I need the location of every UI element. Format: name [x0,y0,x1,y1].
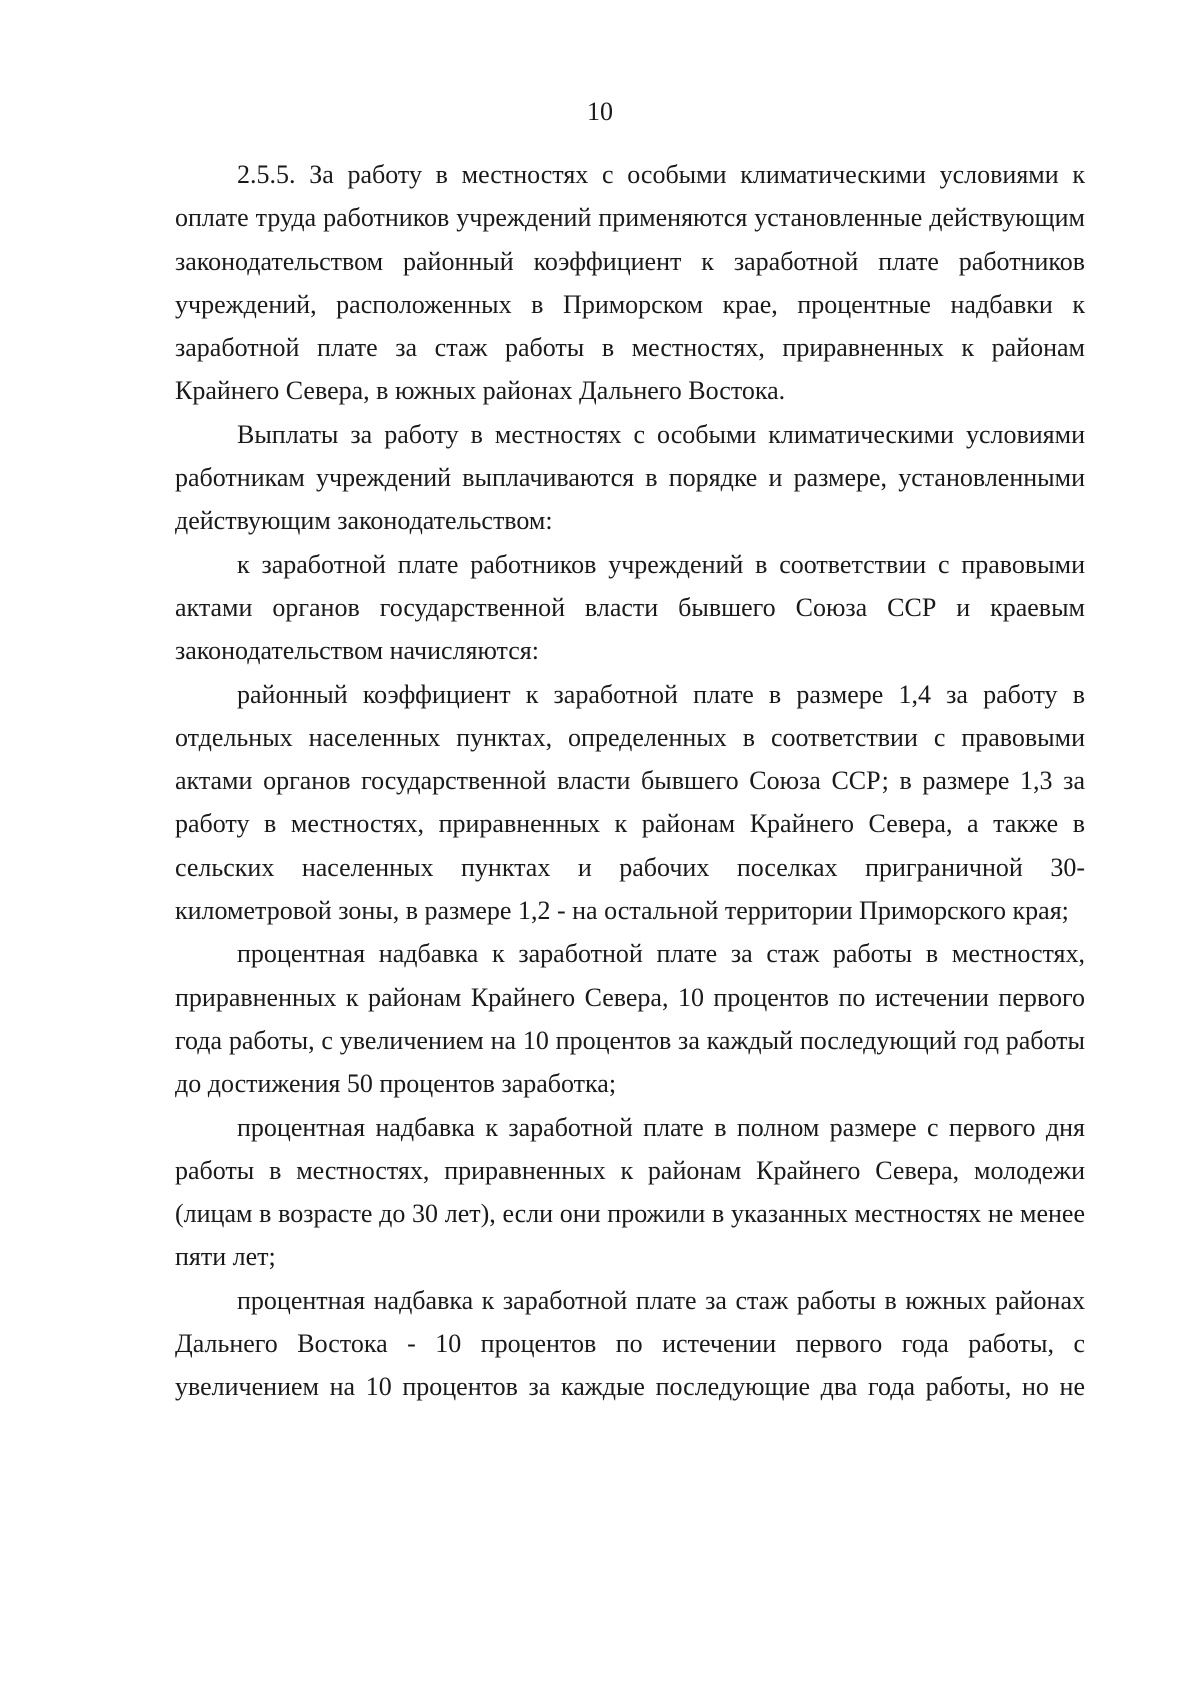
document-body [175,153,1085,1409]
paragraph-legal-acts: к заработной плате работников учреждений в соответствии с правовыми актами органов государственной власти бывшего Союза ССР и краевым законодательством начисляются: [175,549,1085,666]
page-number: 10 [587,97,613,126]
paragraph-youth-bonus: процентная надбавка к заработной плате в полном размере с первого дня работы в местностях, приравненных к районам Крайнего Севера, молодежи (лицам в возрасте до 30 лет), если они прожили в указанных местностях не менее пяти лет; [175,1112,1085,1272]
paragraph-far-north-bonus: процентная надбавка к заработной плате за стаж работы в местностях, приравненных к районам Крайнего Севера, 10 процентов по истечении первого года работы, с увеличением на 10 процентов за каждый последующий год работы до достижения 50 процентов заработка; [175,939,1085,1099]
paragraph-far-east-bonus: процентная надбавка к заработной плате за стаж работы в южных районах Дальнего Востока - 10 процентов по истечении первого года работы, с увеличением на 10 процентов за каждые последующие два года работы, но не [175,1285,1085,1402]
paragraph-climate-payments: Выплаты за работу в местностях с особыми климатическими условиями работникам учреждений выплачиваются в порядке и размере, установленными действующим законодательством: [175,419,1085,536]
paragraph-2-5-5: 2.5.5. За работу в местностях с особыми климатическими условиями к оплате труда работников учреждений применяются установленные действующим законодательством районный коэффициент к заработной плате работников учреждений, расположенных в Приморском крае, процентные надбавки к заработной плате за стаж работы в местностях, приравненных к районам Крайнего Севера, в южных районах Дальнего Востока. [175,160,1085,406]
paragraph-regional-coefficient: районный коэффициент к заработной плате в размере 1,4 за работу в отдельных населенных пунктах, определенных в соответствии с правовыми актами органов государственной власти бывшего Союза ССР; в размере 1,3 за работу в местностях, приравненных к районам Крайнего Севера, а также в сельских населенных пунктах и рабочих поселках приграничной 30-километровой зоны, в размере 1,2 - на остальной территории Приморского края; [175,679,1085,926]
